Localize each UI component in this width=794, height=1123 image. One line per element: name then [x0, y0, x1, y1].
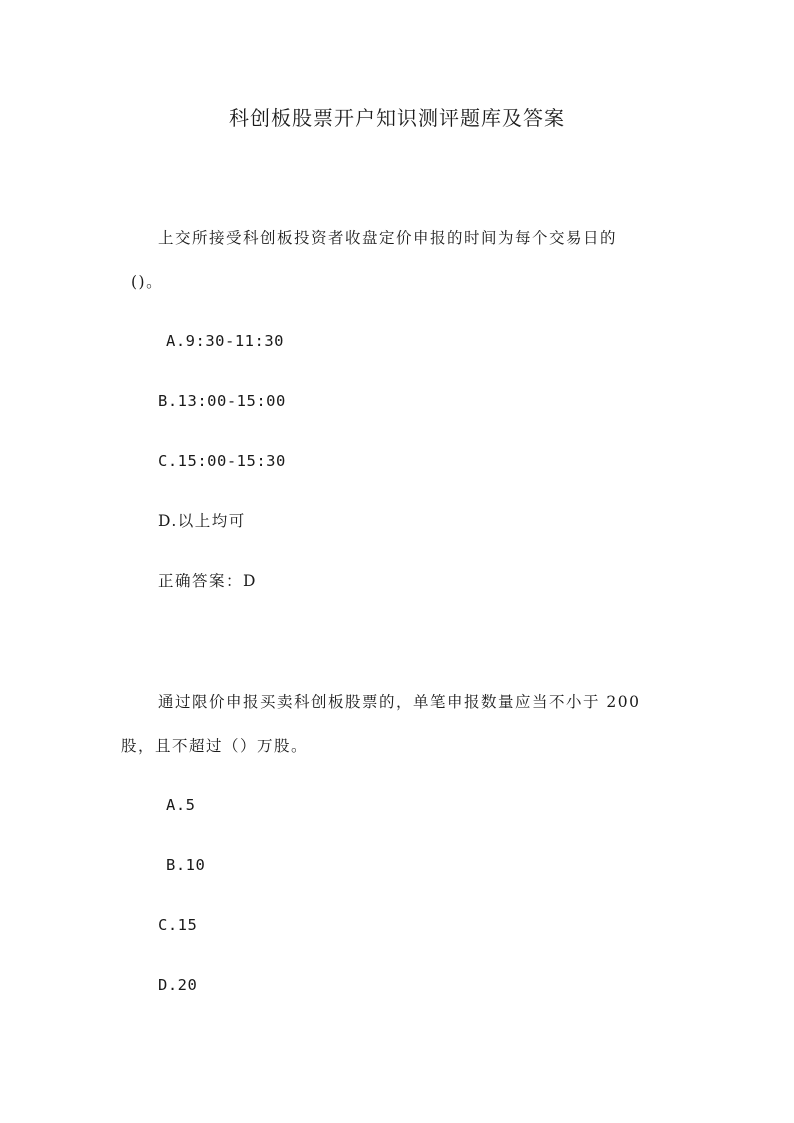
document-title: 科创板股票开户知识测评题库及答案	[229, 106, 565, 130]
question-2-stem-line2: 股，且不超过（）万股。	[121, 737, 309, 755]
question-1-option-b: B.13:00-15:00	[158, 392, 286, 410]
question-2-stem-line1: 通过限价申报买卖科创板股票的，单笔申报数量应当不小于 200	[158, 693, 641, 711]
question-1-answer: 正确答案：D	[158, 572, 257, 590]
question-1-stem-line2: ()。	[131, 273, 164, 291]
question-1-stem-line1: 上交所接受科创板投资者收盘定价申报的时间为每个交易日的	[158, 229, 618, 247]
question-1-option-c: C.15:00-15:30	[158, 452, 286, 470]
question-1-option-d: D.以上均可	[158, 512, 246, 530]
question-2-option-d: D.20	[158, 976, 198, 994]
question-2-option-a: A.5	[166, 796, 196, 814]
question-2-option-b: B.10	[166, 856, 206, 874]
question-2-option-c: C.15	[158, 916, 198, 934]
question-1-option-a: A.9:30-11:30	[166, 332, 284, 350]
